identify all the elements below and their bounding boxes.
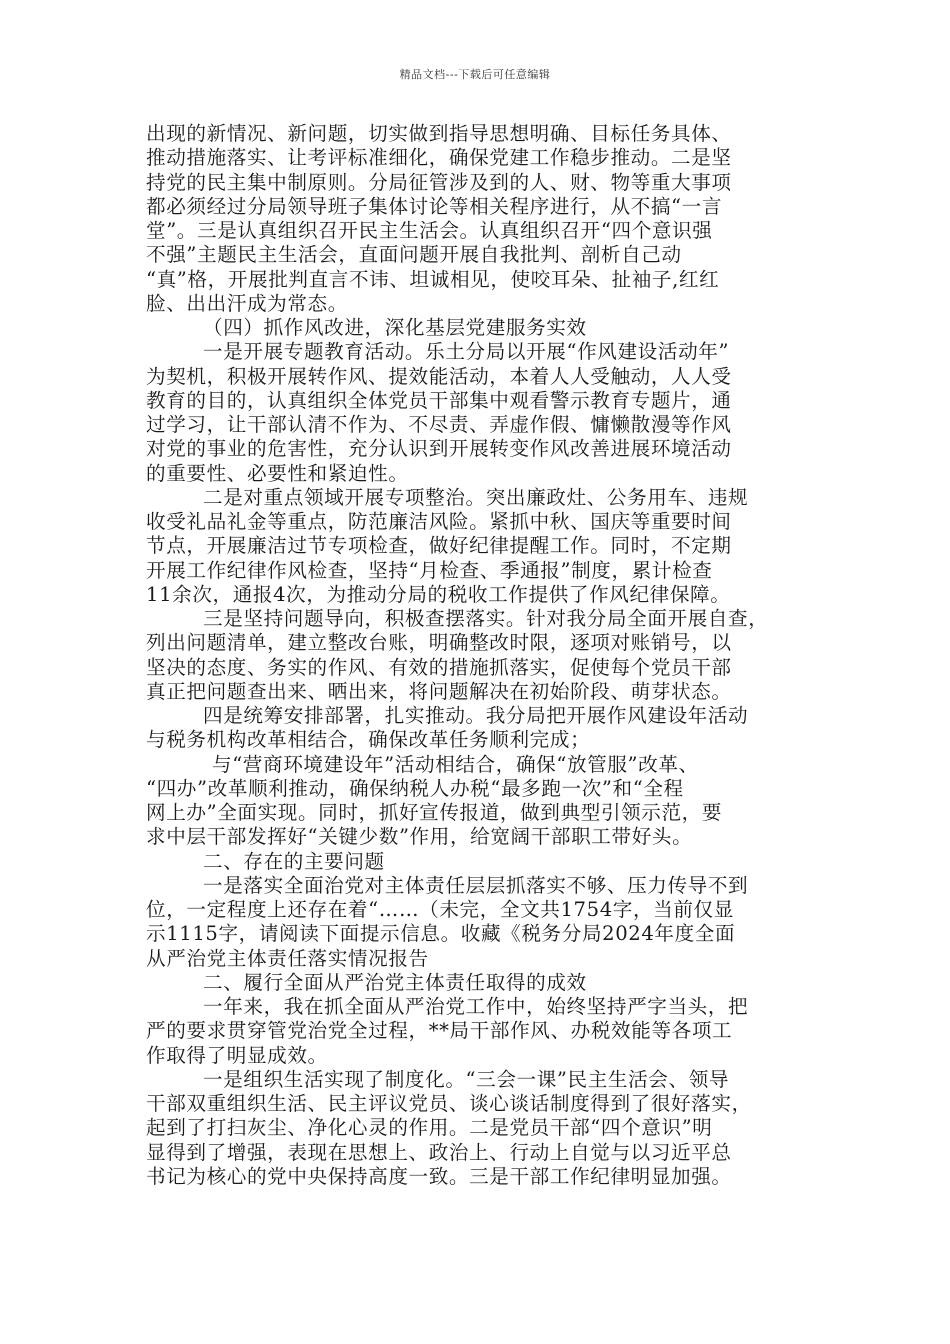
text-line: 网上办”全面实现。同时，抓好宣传报道，做到典型引领示范，要 xyxy=(146,801,723,824)
text-line: 列出问题清单，建立整改台账，明确整改时限，逐项对账销号，以 xyxy=(146,631,732,655)
text-line: 一年来，我在抓全面从严治党工作中，始终坚持严字当头，把 xyxy=(203,995,749,1018)
text-line: 过学习，让干部认清不作为、不尽责、弄虚作假、慵懒散漫等作风 xyxy=(146,413,732,436)
text-line: 位，一定程度上还存在着“……（未完，全文共1754字，当前仅显 xyxy=(146,898,734,921)
text-line: 为契机，积极开展转作风、提效能活动，本着人人受触动，人人受 xyxy=(146,364,732,388)
text-line: 收受礼品礼金等重点，防范廉洁风险。紧抓中秋、国庆等重要时间 xyxy=(146,510,732,533)
text-line: 二、存在的主要问题 xyxy=(203,849,385,873)
text-line: 与“营商环境建设年”活动相结合，确保“放管服”改革、 xyxy=(212,752,699,776)
text-line: 持党的民主集中制原则。分局征管涉及到的人、财、物等重大事项 xyxy=(146,170,732,194)
text-line: 起到了打扫灰尘、净化心灵的作用。二是党员干部“四个意识”明 xyxy=(146,1116,713,1140)
text-line: 一是组织生活实现了制度化。“三会一课”民主生活会、领导 xyxy=(203,1067,730,1091)
text-line: （四）抓作风改进，深化基层党建服务实效 xyxy=(203,316,587,339)
text-line: 坚决的态度、务实的作风、有效的措施抓落实，促使每个党员干部 xyxy=(146,655,732,679)
text-line: 对党的事业的危害性，充分认识到开展转变作风改善进展环境活动 xyxy=(146,437,732,461)
text-line: 作取得了明显成效。 xyxy=(146,1043,328,1067)
text-line: 与税务机构改革相结合，确保改革任务顺利完成； xyxy=(146,728,591,752)
text-line: “四办”改革顺利推动，确保纳税人办税“最多跑一次”和“全程 xyxy=(146,776,684,800)
text-line: 书记为核心的党中央保持高度一致。三是干部工作纪律明显加强。 xyxy=(146,1164,732,1188)
text-line: 的重要性、必要性和紧迫性。 xyxy=(146,461,409,485)
text-line: 严的要求贯穿管党治党全过程，**局干部作风、办税效能等各项工 xyxy=(146,1019,733,1043)
text-line: 显得到了增强，表现在思想上、政治上、行动上自觉与以习近平总 xyxy=(146,1140,732,1164)
text-line: 开展工作纪律作风检查，坚持“月检查、季通报”制度，累计检查 xyxy=(146,558,713,582)
page-header: 精品文档---下载后可任意编辑 xyxy=(399,68,551,81)
text-line: 求中层干部发挥好“关键少数”作用，给宽阔干部职工带好头。 xyxy=(146,825,693,849)
text-line: 堂”。三是认真组织召开民主生活会。认真组织召开“四个意识强 xyxy=(146,219,713,242)
document-body xyxy=(146,122,808,1189)
text-line: 干部双重组织生活、民主评议党员、谈心谈话制度得到了很好落实， xyxy=(146,1092,752,1115)
text-line: 三是坚持问题导向，积极查摆落实。针对我分局全面开展自查， xyxy=(203,607,769,630)
text-line: 教育的目的，认真组织全体党员干部集中观看警示教育专题片，通 xyxy=(146,388,732,412)
text-line: 从严治党主体责任落实情况报告 xyxy=(146,946,429,970)
text-line: 节点，开展廉洁过节专项检查，做好纪律提醒工作。同时，不定期 xyxy=(146,534,732,558)
text-line: 不强”主题民主生活会，直面问题开展自我批判、剖析自己动 xyxy=(146,243,682,267)
text-line: 二是对重点领域开展专项整治。突出廉政灶、公务用车、违规 xyxy=(203,485,749,509)
text-line: 示1115字，请阅读下面提示信息。收藏《税务分局2024年度全面 xyxy=(146,922,736,946)
text-line: 脸、出出汗成为常态。 xyxy=(146,291,348,315)
text-line: “真”格，开展批判直言不讳、坦诚相见，使咬耳朵、扯袖子,红红 xyxy=(146,267,720,291)
text-line: 真正把问题查出来、晒出来，将问题解决在初始阶段、萌芽状态。 xyxy=(146,679,732,703)
text-line: 都必须经过分局领导班子集体讨论等相关程序进行，从不搞“一言 xyxy=(146,194,723,218)
text-line: 二、履行全面从严治党主体责任取得的成效 xyxy=(203,970,587,994)
text-line: 推动措施落实、让考评标准细化，确保党建工作稳步推动。二是坚 xyxy=(146,146,732,170)
text-line: 一是开展专题教育活动。乐土分局以开展“作风建设活动年” xyxy=(203,340,730,364)
text-line: 11余次，通报4次，为推动分局的税收工作提供了作风纪律保障。 xyxy=(146,582,731,606)
text-line: 出现的新情况、新问题，切实做到指导思想明确、目标任务具体、 xyxy=(146,122,732,145)
text-line: 一是落实全面治党对主体责任层层抓落实不够、压力传导不到 xyxy=(203,873,749,897)
text-line: 四是统筹安排部署，扎实推动。我分局把开展作风建设年活动 xyxy=(203,704,749,727)
